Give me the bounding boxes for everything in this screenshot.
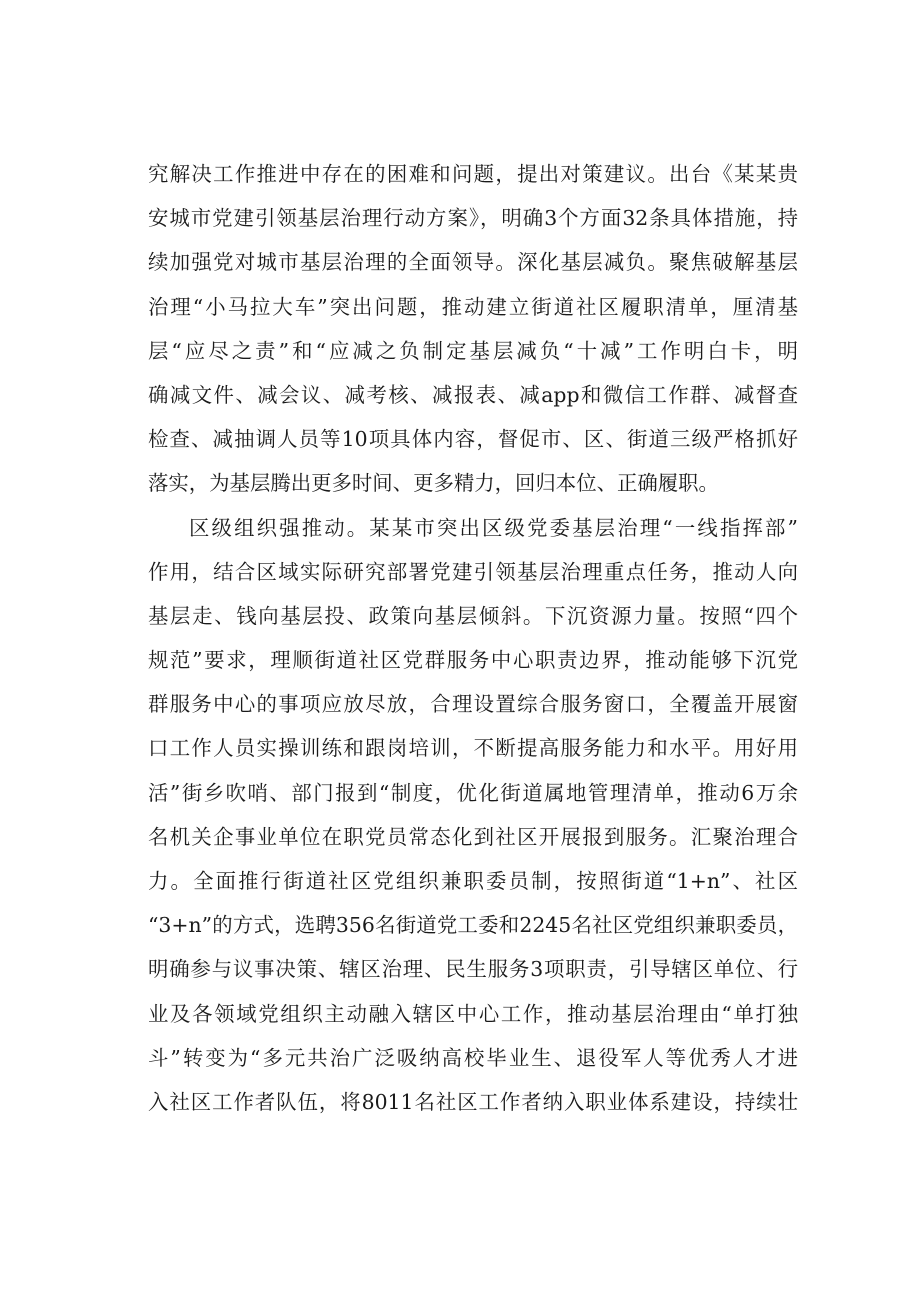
text-line: 明确参与议事决策、辖区治理、民生服务3项职责，引导辖区单位、行 bbox=[148, 957, 798, 982]
text-line: 入社区工作者队伍，将8011名社区工作者纳入职业体系建设，持续壮 bbox=[148, 1089, 798, 1114]
text-line: “3+n”的方式，选聘356名街道党工委和2245名社区党组织兼职委员， bbox=[148, 913, 798, 938]
paragraph-1 bbox=[148, 152, 798, 506]
text-line: 治理“小马拉大车”突出问题，推动建立街道社区履职清单，厘清基 bbox=[148, 294, 798, 319]
text-line: 名机关企事业单位在职党员常态化到社区开展报到服务。汇聚治理合 bbox=[148, 824, 798, 849]
text-line: 力。全面推行街道社区党组织兼职委员制，按照街道“1+n”、社区 bbox=[148, 869, 798, 893]
text-line: 层“应尽之责”和“应减之负制定基层减负“十减”工作明白卡，明 bbox=[148, 338, 798, 363]
text-line: 确减文件、减会议、减考核、减报表、减app和微信工作群、减督查 bbox=[148, 382, 798, 407]
text-line: 群服务中心的事项应放尽放，合理设置综合服务窗口，全覆盖开展窗 bbox=[148, 692, 798, 717]
text-line: 活”街乡吹哨、部门报到“制度，优化街道属地管理清单，推动6万余 bbox=[148, 780, 798, 805]
text-line: 规范”要求，理顺街道社区党群服务中心职责边界，推动能够下沉党 bbox=[148, 648, 798, 673]
text-line: 区级组织强推动。某某市突出区级党委基层治理“一线指挥部” bbox=[189, 515, 798, 540]
text-line: 口工作人员实操训练和跟岗培训，不断提高服务能力和水平。用好用 bbox=[148, 736, 798, 761]
text-line: 安城市党建引领基层治理行动方案》，明确3个方面32条具体措施，持 bbox=[148, 206, 798, 231]
text-line: 基层走、钱向基层投、政策向基层倾斜。下沉资源力量。按照“四个 bbox=[148, 603, 798, 628]
text-line: 业及各领域党组织主动融入辖区中心工作，推动基层治理由“单打独 bbox=[148, 1001, 798, 1026]
text-line: 斗”转变为“多元共治广泛吸纳高校毕业生、退役军人等优秀人才进 bbox=[148, 1045, 798, 1070]
text-line: 落实，为基层腾出更多时间、更多精力，回归本位、正确履职。 bbox=[148, 471, 719, 496]
paragraph-2 bbox=[148, 506, 798, 1125]
text-line: 续加强党对城市基层治理的全面领导。深化基层减负。聚焦破解基层 bbox=[148, 250, 798, 275]
text-line: 检查、减抽调人员等10项具体内容，督促市、区、街道三级严格抓好 bbox=[148, 427, 798, 452]
text-line: 作用，结合区域实际研究部署党建引领基层治理重点任务，推动人向 bbox=[148, 559, 798, 584]
text-line: 究解决工作推进中存在的困难和问题，提出对策建议。出台《某某贵 bbox=[148, 162, 798, 186]
document-body bbox=[148, 152, 798, 1124]
